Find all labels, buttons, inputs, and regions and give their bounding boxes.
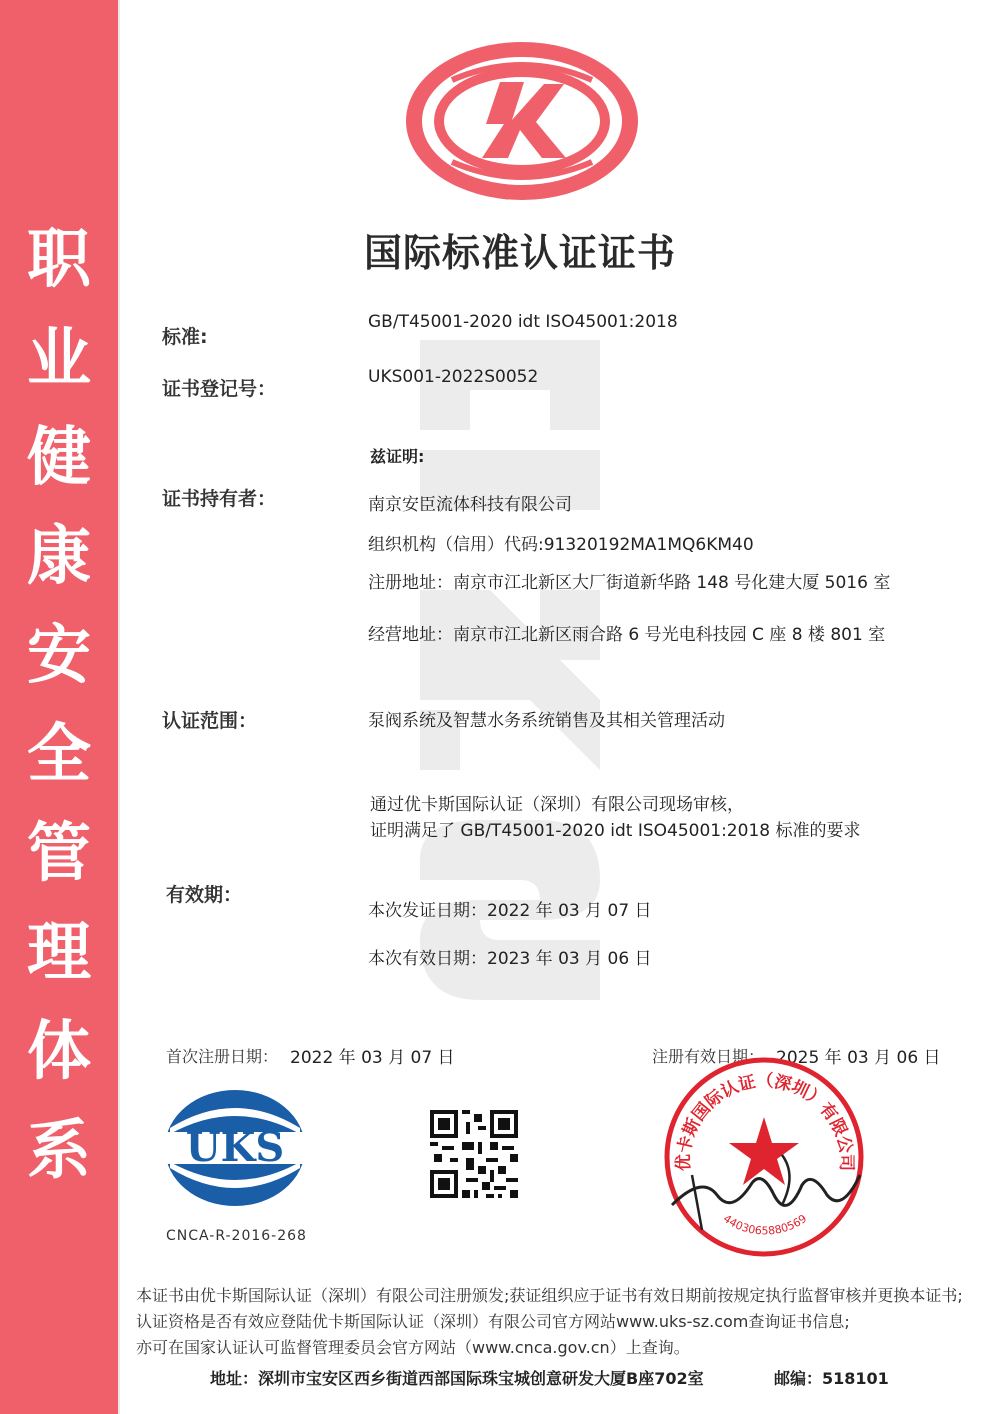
first-reg-label: 首次注册日期：	[166, 1047, 279, 1066]
standard-label: 标准:	[162, 326, 208, 348]
footer-line3: 亦可在国家认证认可监督管理委员会官方网站（www.cnca.gov.cn）上查询。	[136, 1338, 690, 1357]
sidebar-char: 体	[27, 1015, 91, 1089]
first-reg-value: 2022 年 03 月 07 日	[290, 1048, 455, 1068]
qr-code[interactable]	[430, 1110, 518, 1198]
sidebar-char: 健	[27, 421, 91, 495]
scope-value: 泵阀系统及智慧水务系统销售及其相关管理活动	[368, 711, 725, 731]
signature-icon	[672, 1175, 860, 1205]
company-seal	[662, 1055, 867, 1260]
sidebar-char: 系	[27, 1114, 91, 1188]
cert-no-label: 证书登记号：	[162, 378, 277, 400]
statement-line2: 证明满足了 GB/T45001-2020 idt ISO45001:2018 标准的要求	[370, 821, 861, 841]
reg-valid-value: 2025 年 03 月 06 日	[776, 1048, 941, 1068]
uks-accreditation-logo	[162, 1088, 308, 1208]
sidebar-char: 全	[27, 718, 91, 792]
holder-label: 证书持有者：	[162, 488, 277, 510]
sidebar-char: 业	[27, 322, 91, 396]
sidebar-banner	[0, 0, 118, 1414]
reg-valid-label: 注册有效日期：	[652, 1047, 765, 1066]
footer-line2: 认证资格是否有效应登陆优卡斯国际认证（深圳）有限公司官方网站www.uks-sz.com查询证书信息;	[136, 1312, 850, 1331]
footer-address: 地址：深圳市宝安区西乡街道西部国际珠宝城创意研发大厦B座702室	[210, 1369, 704, 1388]
validity-label: 有效期：	[166, 884, 243, 906]
statement-line1: 通过优卡斯国际认证（深圳）有限公司现场审核，	[370, 795, 744, 815]
holder-reg-address: 注册地址：南京市江北新区大厂街道新华路 148 号化建大厦 5016 室	[368, 573, 891, 593]
standard-value: GB/T45001-2020 idt ISO45001:2018	[368, 312, 678, 332]
holder-biz-address: 经营地址：南京市江北新区雨合路 6 号光电科技园 C 座 8 楼 801 室	[368, 625, 886, 645]
certificate-title: 国际标准认证证书	[363, 231, 676, 275]
footer-postcode: 邮编：518101	[774, 1369, 889, 1388]
sidebar-char: 理	[27, 916, 91, 990]
cnca-number: CNCA-R-2016-268	[166, 1228, 307, 1244]
holder-org-code: 组织机构（信用）代码:91320192MA1MQ6KM40	[368, 535, 754, 555]
holder-name: 南京安臣流体科技有限公司	[368, 495, 572, 515]
sidebar-char: 康	[27, 520, 91, 594]
sidebar-char: 管	[27, 817, 91, 891]
seal-number: 4403065880569	[720, 1212, 810, 1238]
uks-globe-logo	[404, 40, 640, 202]
sidebar-char: 安	[27, 619, 91, 693]
sidebar-char: 职	[27, 223, 91, 297]
cert-no-value: UKS001-2022S0052	[368, 367, 539, 387]
issue-date: 本次发证日期：2022 年 03 月 07 日	[368, 901, 652, 921]
expiry-date: 本次有效日期：2023 年 03 月 06 日	[368, 949, 652, 969]
seal-text: 优卡斯国际认证（深圳）有限公司	[673, 1071, 857, 1172]
footer-line1: 本证书由优卡斯国际认证（深圳）有限公司注册颁发;获证组织应于证书有效日期前按规定执行监督审核并更换本证书;	[136, 1286, 963, 1305]
scope-label: 认证范围：	[162, 710, 258, 732]
uks-logo-text: UKS	[185, 1124, 285, 1171]
holder-intro: 兹证明:	[370, 447, 425, 466]
